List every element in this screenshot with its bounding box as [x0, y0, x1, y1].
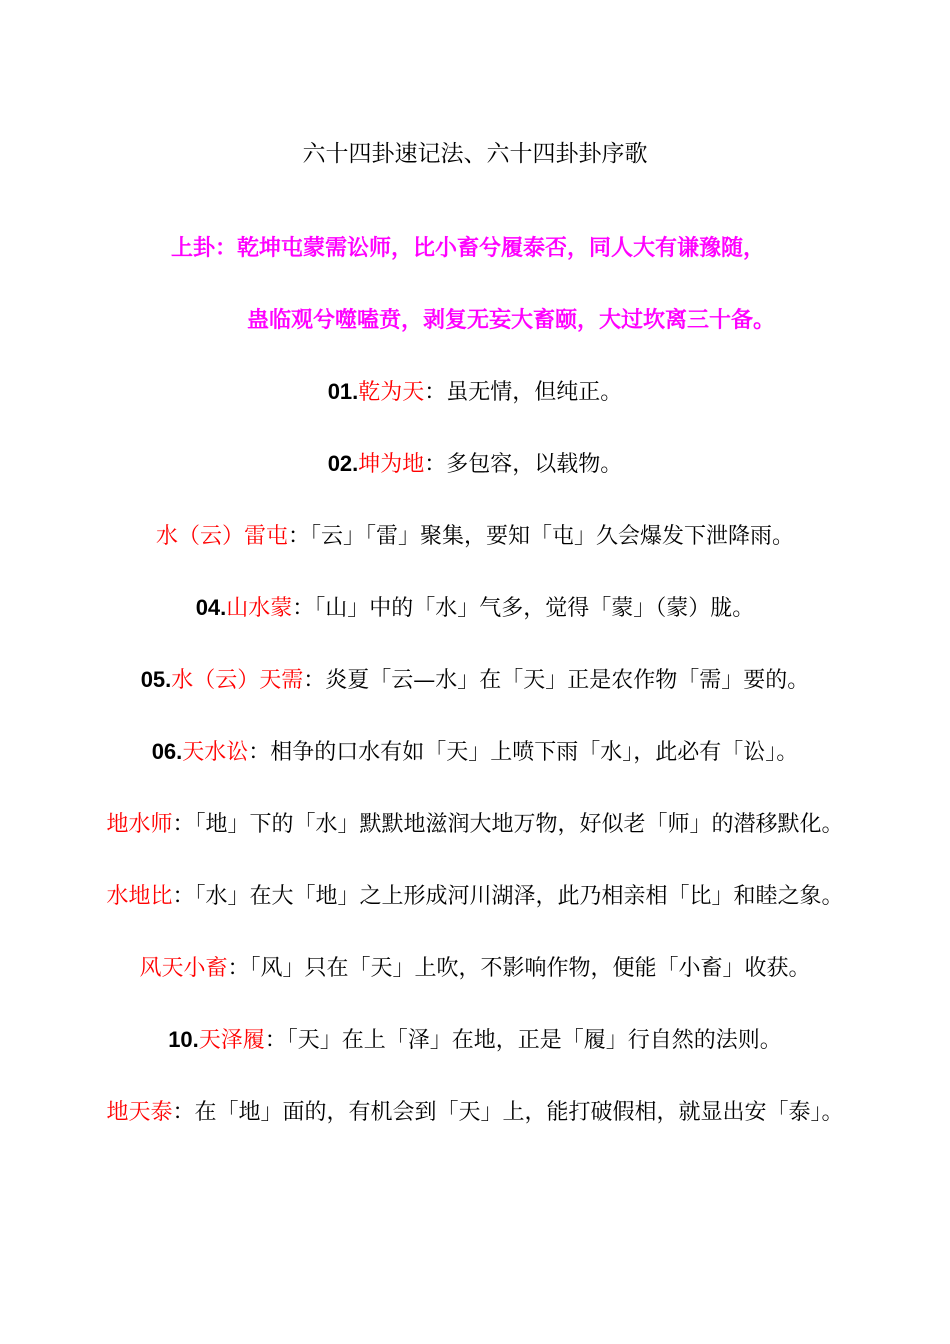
gua-entry: [0, 737, 950, 768]
gua-description: ：在「地」面的，有机会到「天」上，能打破假相，就显出安「泰」。: [172, 1100, 844, 1125]
gua-entry: [0, 1025, 950, 1056]
gua-description: ：炎夏「云—水」在「天」正是农作物「需」要的。: [303, 668, 810, 693]
gua-entry: [0, 1097, 950, 1128]
gua-description: ：虽无情，但纯正。: [424, 380, 623, 405]
gua-entry: [0, 521, 950, 552]
gua-name: 天泽履: [198, 1028, 265, 1053]
gua-number: 10.: [168, 1027, 199, 1052]
gua-number: 01.: [327, 379, 359, 404]
gua-description: ：「山」中的「水」气多，觉得「蒙」（蒙）胧。: [292, 596, 755, 621]
gua-entry: [0, 665, 950, 696]
gua-description: ：「云」「雷」聚集，要知「屯」久会爆发下泄降雨。: [288, 524, 795, 549]
gua-name: 坤为地: [358, 452, 425, 477]
gua-number: 06.: [151, 739, 183, 764]
document-title: 六十四卦速记法、六十四卦卦序歌: [302, 141, 648, 167]
upper-gua-line-2: 蛊临观兮噬嗑贲，剥复无妄大畜颐，大过坎离三十备。: [246, 307, 775, 333]
gua-description: ：「水」在大「地」之上形成河川湖泽，此乃相亲相「比」和睦之象。: [172, 884, 844, 909]
gua-entry: [0, 881, 950, 912]
gua-number: 02.: [327, 451, 359, 476]
gua-description: ：「地」下的「水」默默地滋润大地万物，好似老「师」的潜移默化。: [172, 812, 844, 837]
gua-name: 山水蒙: [226, 596, 293, 621]
gua-name: 水（云）雷屯: [155, 524, 288, 549]
gua-name: 天水讼: [182, 740, 249, 765]
gua-number: 05.: [140, 667, 172, 692]
gua-entry: [0, 377, 950, 408]
gua-description: ：「天」在上「泽」在地，正是「履」行自然的法则。: [264, 1028, 782, 1053]
gua-description: ：相争的口水有如「天」上喷下雨「水」，此必有「讼」。: [248, 740, 799, 765]
gua-name: 地天泰: [106, 1100, 173, 1125]
gua-name: 地水师: [106, 812, 173, 837]
gua-entry: [0, 593, 950, 624]
gua-name: 水地比: [106, 884, 173, 909]
gua-entry: [0, 449, 950, 480]
gua-entry: [0, 953, 950, 984]
gua-description: ：多包容，以载物。: [424, 452, 623, 477]
gua-entry: [0, 809, 950, 840]
gua-description: ：「风」只在「天」上吹，不影响作物，便能「小畜」收获。: [227, 956, 811, 981]
gua-name: 乾为天: [358, 380, 425, 405]
upper-gua-line-1: 上卦：乾坤屯蒙需讼师，比小畜兮履泰否，同人大有谦豫随，: [170, 235, 765, 261]
gua-name: 水（云）天需: [171, 668, 304, 693]
gua-name: 风天小畜: [139, 956, 228, 981]
gua-number: 04.: [195, 595, 227, 620]
